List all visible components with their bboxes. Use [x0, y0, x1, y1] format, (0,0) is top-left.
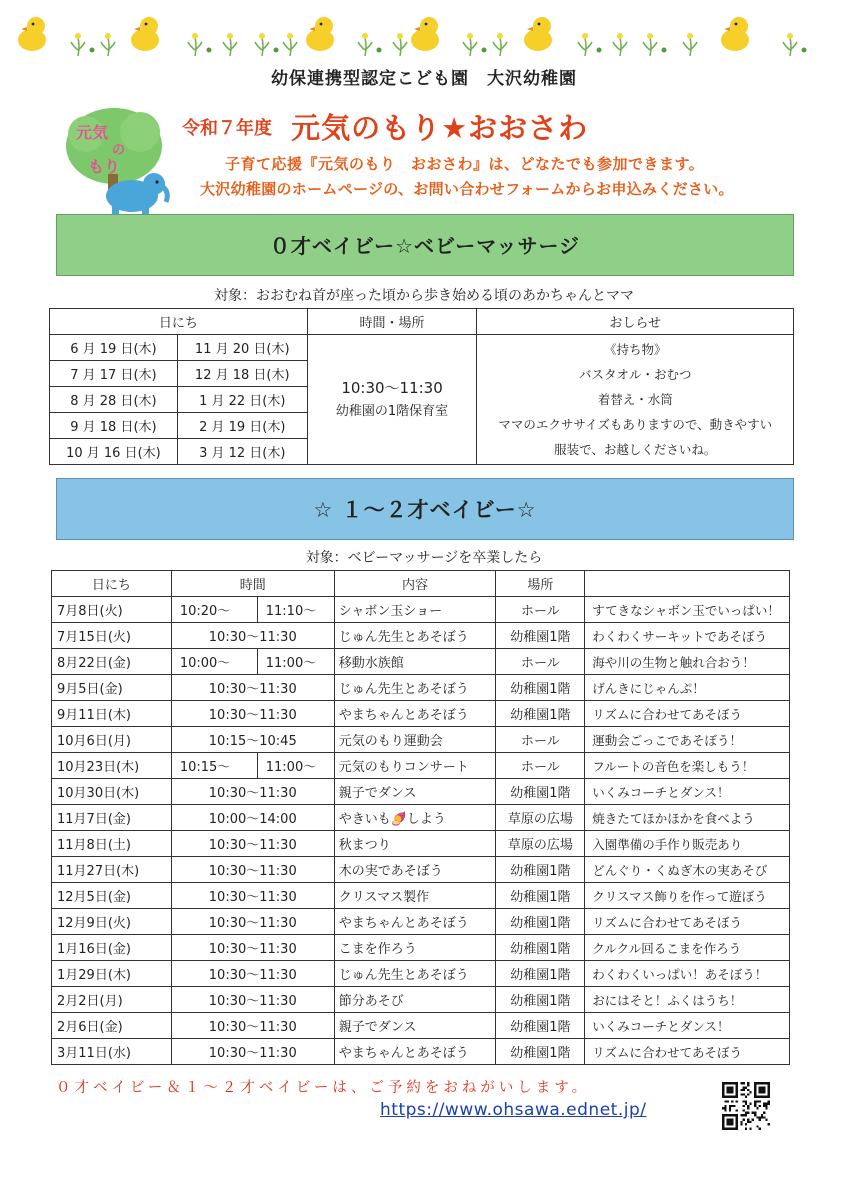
- chick-icon: [721, 17, 749, 51]
- date-cell: 10 月 16 日(木): [50, 439, 178, 465]
- note-cell: リズムに合わせてあそぼう: [585, 909, 790, 935]
- table-header-row: [52, 571, 790, 597]
- time-cell: 10:00～14:00: [171, 805, 334, 831]
- logo-text-no: の: [112, 143, 126, 158]
- place-cell: 幼稚園1階: [496, 961, 585, 987]
- chick-icon: [131, 17, 159, 51]
- note-cell: 海や川の生物と触れ合おう！: [585, 649, 790, 675]
- date-cell: 2月2日(月): [52, 987, 172, 1013]
- header-date: 日にち: [52, 571, 172, 597]
- flower-icon: [188, 33, 202, 56]
- time-cell: 10:30～11:30: [171, 1013, 334, 1039]
- activity-cell: 元気のもりコンサート: [334, 753, 496, 779]
- note-line: 着替え・水筒: [597, 392, 673, 407]
- table-row: [52, 779, 790, 805]
- flower-icon: [578, 33, 592, 56]
- flower-icon: [358, 33, 372, 56]
- date-cell: 12 月 18 日(木): [177, 361, 307, 387]
- flower-icon: [255, 33, 269, 56]
- baby-massage-table: [49, 308, 794, 465]
- note-line: 《持ち物》: [603, 342, 667, 357]
- note-cell: わくわくサーキットであそぼう: [585, 623, 790, 649]
- date-cell: 10月6日(月): [52, 727, 172, 753]
- date-cell: 9月11日(木): [52, 701, 172, 727]
- flower-icon: [101, 33, 115, 56]
- header-place: 場所: [496, 571, 585, 597]
- place-cell: 幼稚園1階: [496, 909, 585, 935]
- website-link[interactable]: https://www.ohsawa.ednet.jp/: [380, 1100, 647, 1120]
- table-row: [52, 883, 790, 909]
- place-cell: 幼稚園1階: [496, 935, 585, 961]
- intro-line-1: 子育て応援『元気のもり おおさわ』は、どなたでも参加できます。: [225, 155, 705, 173]
- date-cell: 6 月 19 日(木): [50, 335, 178, 361]
- date-cell: 2 月 19 日(木): [177, 413, 307, 439]
- activity-cell: 秋まつり: [334, 831, 496, 857]
- place-cell: 草原の広場: [496, 831, 585, 857]
- dot-icon: [274, 48, 279, 53]
- place-cell: ホール: [496, 727, 585, 753]
- time-cell: 10:30～11:30: [171, 623, 334, 649]
- header-note: [585, 571, 790, 597]
- activity-cell: やまちゃんとあそぼう: [334, 909, 496, 935]
- activity-cell: じゅん先生とあそぼう: [334, 961, 496, 987]
- place-cell: 幼稚園1階: [496, 623, 585, 649]
- chick-icon: [306, 17, 334, 51]
- activity-cell: 親子でダンス: [334, 779, 496, 805]
- note-cell: フルートの音色を楽しもう！: [585, 753, 790, 779]
- note-cell: わくわくいっぱい！あそぼう！: [585, 961, 790, 987]
- time-cell: 10:30～11:30: [171, 779, 334, 805]
- date-cell: 12月5日(金): [52, 883, 172, 909]
- toddler-banner: ☆ １～２才ベイビー☆: [56, 478, 794, 540]
- table-row: [52, 831, 790, 857]
- date-cell: 9 月 18 日(木): [50, 413, 178, 439]
- notes-cell: [477, 335, 794, 465]
- activity-cell: やまちゃんとあそぼう: [334, 1039, 496, 1065]
- chick-border-decoration: [0, 0, 848, 68]
- activity-cell: クリスマス製作: [334, 883, 496, 909]
- reservation-notice: ０才ベイビー＆１～２才ベイビーは、ご予約をおねがいします。: [56, 1080, 591, 1096]
- date-cell: 11月7日(金): [52, 805, 172, 831]
- table-row: [52, 805, 790, 831]
- table-row: [52, 597, 790, 623]
- table-row: [52, 987, 790, 1013]
- date-cell: 3月11日(水): [52, 1039, 172, 1065]
- date-cell: 10月23日(木): [52, 753, 172, 779]
- table-header-row: [50, 309, 794, 335]
- table-row: [52, 857, 790, 883]
- note-cell: クルクル回るこまを作ろう: [585, 935, 790, 961]
- activity-cell: 元気のもり運動会: [334, 727, 496, 753]
- place-cell: 幼稚園1階: [496, 883, 585, 909]
- intro-line-2: 大沢幼稚園のホームページの、お問い合わせフォームからお申込みください。: [200, 180, 734, 198]
- time-place-cell: [307, 335, 477, 465]
- flower-icon: [463, 33, 477, 56]
- activity-cell: 節分あそび: [334, 987, 496, 1013]
- end-time-cell: 11:00～: [257, 753, 334, 779]
- end-time-cell: 11:00～: [257, 649, 334, 675]
- baby-massage-banner: ０才ベイビー☆ベビーマッサージ: [56, 214, 794, 276]
- note-line: バスタオル・おむつ: [578, 367, 692, 382]
- note-cell: 入園準備の手作り販売あり: [585, 831, 790, 857]
- note-cell: いくみコーチとダンス！: [585, 779, 790, 805]
- place-cell: ホール: [496, 649, 585, 675]
- place-cell: 草原の広場: [496, 805, 585, 831]
- flower-icon: [493, 33, 507, 56]
- time-cell: 10:30～11:30: [171, 701, 334, 727]
- place-cell: 幼稚園1階: [496, 675, 585, 701]
- end-time-cell: 11:10～: [257, 597, 334, 623]
- date-cell: 11月27日(木): [52, 857, 172, 883]
- dot-icon: [207, 48, 212, 53]
- table-row: [52, 649, 790, 675]
- chick-icon: [411, 17, 439, 51]
- place-cell: 幼稚園1階: [496, 1039, 585, 1065]
- qr-code-icon[interactable]: [722, 1082, 770, 1130]
- baby-massage-target: 対象：おおむね首が座った頃から歩き始める頃のあかちゃんとママ: [214, 288, 634, 304]
- flower-icon: [71, 33, 85, 56]
- time-cell: 10:30～11:30: [171, 1039, 334, 1065]
- activity-cell: じゅん先生とあそぼう: [334, 623, 496, 649]
- table-row: [52, 623, 790, 649]
- chick-icon: [524, 17, 552, 51]
- activity-cell: 木の実であそぼう: [334, 857, 496, 883]
- note-cell: クリスマス飾りを作って遊ぼう: [585, 883, 790, 909]
- place-cell: 幼稚園1階: [496, 857, 585, 883]
- flower-icon: [223, 33, 237, 56]
- time-cell: 10:30～11:30: [171, 961, 334, 987]
- dot-icon: [802, 48, 807, 53]
- date-cell: 12月9日(火): [52, 909, 172, 935]
- table-row: [52, 935, 790, 961]
- dot-icon: [662, 48, 667, 53]
- activity-cell: やきいも🍠しよう: [334, 805, 496, 831]
- date-cell: 11 月 20 日(木): [177, 335, 307, 361]
- toddler-schedule-table: [51, 570, 790, 1065]
- dot-icon: [377, 48, 382, 53]
- date-cell: 1月29日(木): [52, 961, 172, 987]
- time-cell: 10:30～11:30: [171, 935, 334, 961]
- note-cell: おにはそと！ふくはうち！: [585, 987, 790, 1013]
- table-row: [52, 727, 790, 753]
- date-cell: 8 月 28 日(木): [50, 387, 178, 413]
- note-cell: リズムに合わせてあそぼう: [585, 1039, 790, 1065]
- session-time: 10:30～11:30: [341, 378, 443, 397]
- chick-icon: [18, 17, 46, 51]
- note-cell: げんきにじゃんぷ！: [585, 675, 790, 701]
- date-cell: 8月22日(金): [52, 649, 172, 675]
- title-line: [182, 106, 588, 147]
- start-time-cell: 10:15～: [171, 753, 257, 779]
- time-cell: 10:30～11:30: [171, 675, 334, 701]
- activity-cell: シャボン玉ショー: [334, 597, 496, 623]
- note-cell: いくみコーチとダンス！: [585, 1013, 790, 1039]
- note-cell: リズムに合わせてあそぼう: [585, 701, 790, 727]
- date-cell: 9月5日(金): [52, 675, 172, 701]
- dot-icon: [90, 48, 95, 53]
- time-cell: 10:30～11:30: [171, 857, 334, 883]
- date-cell: 11月8日(土): [52, 831, 172, 857]
- flower-icon: [393, 33, 407, 56]
- date-cell: 7月15日(火): [52, 623, 172, 649]
- place-cell: 幼稚園1階: [496, 1013, 585, 1039]
- start-time-cell: 10:20～: [171, 597, 257, 623]
- logo-text-genki: 元気: [76, 123, 109, 142]
- header-dates: 日にち: [50, 309, 308, 335]
- date-cell: 7月8日(火): [52, 597, 172, 623]
- header-notes: おしらせ: [477, 309, 794, 335]
- start-time-cell: 10:00～: [171, 649, 257, 675]
- flower-icon: [643, 33, 657, 56]
- activity-cell: 親子でダンス: [334, 1013, 496, 1039]
- place-cell: 幼稚園1階: [496, 987, 585, 1013]
- flower-icon: [683, 33, 697, 56]
- activity-cell: こまを作ろう: [334, 935, 496, 961]
- date-cell: 10月30日(木): [52, 779, 172, 805]
- genki-no-mori-logo: [62, 104, 172, 216]
- page-title: 元気のもり★おおさわ: [291, 111, 589, 145]
- table-row: [52, 961, 790, 987]
- activity-cell: じゅん先生とあそぼう: [334, 675, 496, 701]
- date-cell: 1月16日(金): [52, 935, 172, 961]
- table-row: [52, 909, 790, 935]
- table-row: [52, 1013, 790, 1039]
- note-cell: どんぐり・くぬぎ木の実あそび: [585, 857, 790, 883]
- logo-text-mori: もり: [88, 157, 121, 176]
- activity-cell: やまちゃんとあそぼう: [334, 701, 496, 727]
- note-cell: 焼きたてほかほかを食べよう: [585, 805, 790, 831]
- flower-icon: [283, 33, 297, 56]
- note-line: ママのエクササイズもありますので、動きやすい: [498, 417, 773, 432]
- date-cell: 2月6日(金): [52, 1013, 172, 1039]
- time-cell: 10:30～11:30: [171, 909, 334, 935]
- table-row: [52, 753, 790, 779]
- fiscal-year: 令和７年度: [182, 117, 272, 139]
- time-cell: 10:30～11:30: [171, 987, 334, 1013]
- time-cell: 10:15～10:45: [171, 727, 334, 753]
- place-cell: ホール: [496, 753, 585, 779]
- header-time-place: 時間・場所: [307, 309, 477, 335]
- date-cell: 3 月 12 日(木): [177, 439, 307, 465]
- time-cell: 10:30～11:30: [171, 831, 334, 857]
- toddler-target: 対象：ベビーマッサージを卒業したら: [305, 550, 543, 566]
- date-cell: 1 月 22 日(木): [177, 387, 307, 413]
- table-row: [52, 701, 790, 727]
- place-cell: 幼稚園1階: [496, 779, 585, 805]
- table-row: [50, 335, 794, 361]
- organization-name: 幼保連携型認定こども園 大沢幼稚園: [271, 69, 577, 89]
- place-cell: ホール: [496, 597, 585, 623]
- place-cell: 幼稚園1階: [496, 701, 585, 727]
- dot-icon: [482, 48, 487, 53]
- activity-cell: 移動水族館: [334, 649, 496, 675]
- header-time: 時間: [171, 571, 334, 597]
- date-cell: 7 月 17 日(木): [50, 361, 178, 387]
- flower-icon: [783, 33, 797, 56]
- flower-icon: [613, 33, 627, 56]
- header-activity: 内容: [334, 571, 496, 597]
- table-row: [52, 675, 790, 701]
- note-line: 服装で、お越しくださいね。: [554, 442, 717, 457]
- dot-icon: [597, 48, 602, 53]
- time-cell: 10:30～11:30: [171, 883, 334, 909]
- note-cell: 運動会ごっこであそぼう！: [585, 727, 790, 753]
- session-place: 幼稚園の1階保育室: [335, 403, 449, 419]
- table-row: [52, 1039, 790, 1065]
- note-cell: すてきなシャボン玉でいっぱい！: [585, 597, 790, 623]
